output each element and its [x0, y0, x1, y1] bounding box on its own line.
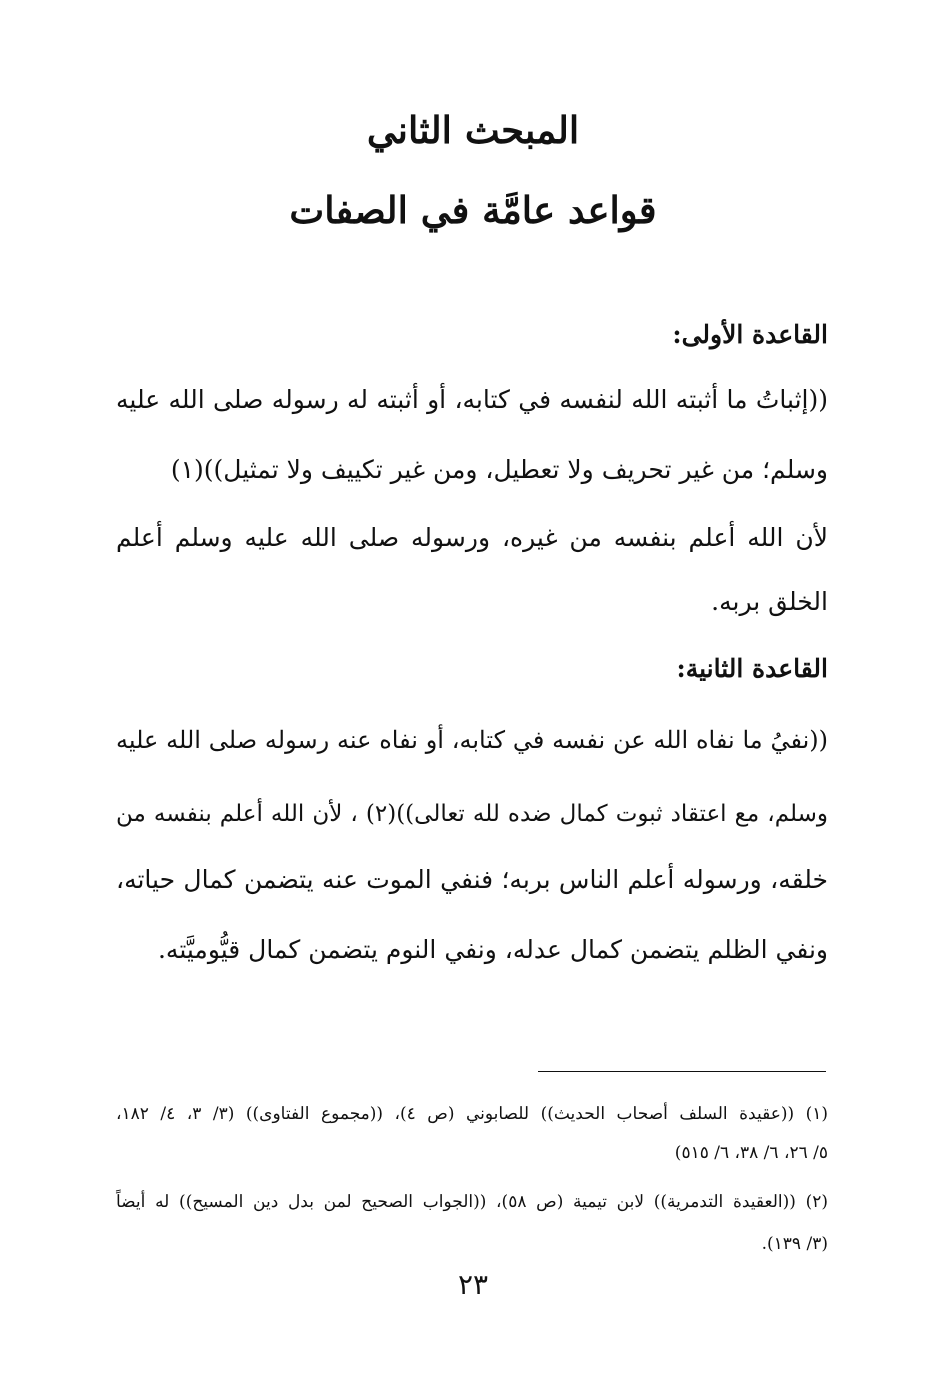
chapter-subtitle: قواعد عامَّة في الصفات [289, 188, 657, 232]
rule-2-line-3: خلقه، ورسوله أعلم الناس بربه؛ فنفي الموت عنه يتضمن كمال حياته، [116, 865, 828, 894]
rule-2-line-1: ((نفيُ ما نفاه الله عن نفسه في كتابه، أو نفاه عنه رسوله صلى الله عليه [116, 726, 828, 754]
footnote-1-line-1: (١) ((عقيدة السلف أصحاب الحديث)) للصابوني (ص ٤)، ((مجموع الفتاوى)) (٣/ ٣، ٤/ ١٨٢، [116, 1104, 829, 1124]
footnote-2-line-1: (٢) ((العقيدة التدمرية)) لابن تيمية (ص ٥٨)، ((الجواب الصحيح لمن بدل دين المسيح)) له أيضاً [116, 1192, 828, 1212]
footnote-1-line-2: ٥/ ٢٦، ٦/ ٣٨، ٦/ ٥١٥) [674, 1143, 828, 1163]
rule-2-line-4: ونفي الظلم يتضمن كمال عدله، ونفي النوم يتضمن كمال قيُّوميَّته. [157, 935, 828, 964]
rule-1-line-1: ((إثباتُ ما أثبته الله لنفسه في كتابه، أو أثبته له رسوله صلى الله عليه [116, 385, 828, 414]
chapter-title: المبحث الثاني [366, 108, 580, 152]
page-number: ٢٣ [457, 1268, 489, 1301]
rule-1-line-4: الخلق بربه. [711, 587, 828, 616]
footnote-separator [538, 1071, 826, 1072]
rule-2-heading: القاعدة الثانية: [676, 654, 828, 683]
rule-1-line-3: لأن الله أعلم بنفسه من غيره، ورسوله صلى الله عليه وسلم أعلم [116, 523, 828, 552]
rule-1-heading: القاعدة الأولى: [672, 320, 828, 349]
rule-2-line-2: وسلم، مع اعتقاد ثبوت كمال ضده لله تعالى))(٢) ، لأن الله أعلم بنفسه من [116, 801, 829, 827]
footnote-2-line-2: (٣/ ١٣٩). [761, 1234, 828, 1254]
rule-1-line-2: وسلم؛ من غير تحريف ولا تعطيل، ومن غير تكييف ولا تمثيل))(١) [170, 455, 828, 484]
